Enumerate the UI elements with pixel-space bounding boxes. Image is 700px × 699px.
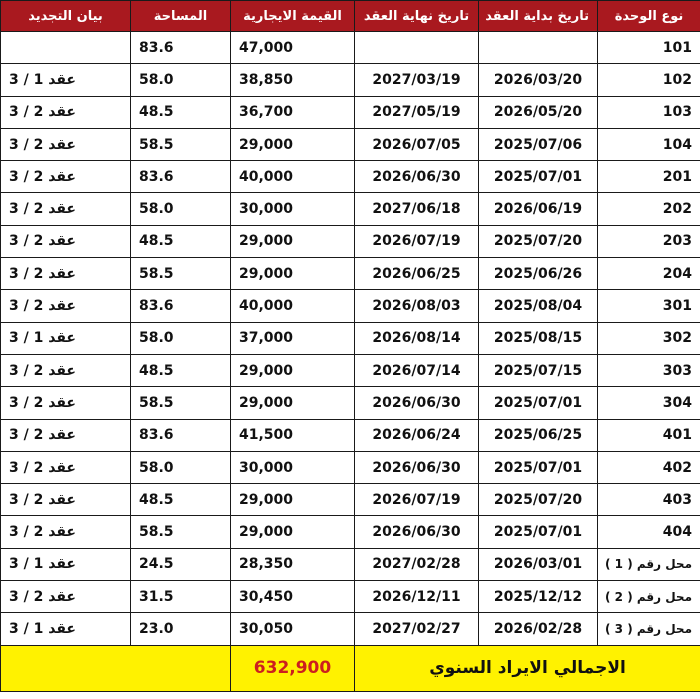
cell-renewal-note: عقد 1 / 3	[1, 548, 131, 580]
cell-start-date: 2025/07/01	[479, 387, 598, 419]
cell-start-date: 2026/03/01	[479, 548, 598, 580]
cell-unit-type: 103	[598, 96, 700, 128]
cell-unit-type: 201	[598, 161, 700, 193]
cell-area: 48.5	[131, 484, 231, 516]
cell-unit-type: 202	[598, 193, 700, 225]
cell-rent-value: 36,700	[231, 96, 355, 128]
cell-unit-type: 403	[598, 484, 700, 516]
cell-rent-value: 30,050	[231, 613, 355, 645]
cell-end-date: 2027/05/19	[355, 96, 479, 128]
cell-unit-type: 104	[598, 128, 700, 160]
cell-renewal-note: عقد 2 / 3	[1, 193, 131, 225]
cell-renewal-note: عقد 2 / 3	[1, 290, 131, 322]
cell-unit-type: 204	[598, 258, 700, 290]
cell-renewal-note: عقد 2 / 3	[1, 128, 131, 160]
cell-end-date: 2026/07/05	[355, 128, 479, 160]
cell-rent-value: 29,000	[231, 516, 355, 548]
cell-end-date: 2026/08/14	[355, 322, 479, 354]
cell-rent-value: 47,000	[231, 32, 355, 64]
cell-unit-type: 203	[598, 225, 700, 257]
cell-start-date	[479, 32, 598, 64]
cell-end-date: 2026/06/25	[355, 258, 479, 290]
total-label: الاجمالي الايراد السنوي	[355, 645, 700, 691]
header-rent-value: القيمة الايجارية	[231, 1, 355, 32]
cell-end-date: 2026/06/30	[355, 516, 479, 548]
total-empty-cell	[1, 645, 231, 691]
cell-renewal-note: عقد 2 / 3	[1, 387, 131, 419]
cell-start-date: 2025/07/20	[479, 484, 598, 516]
table-row	[1, 613, 700, 645]
cell-unit-type: 303	[598, 354, 700, 386]
cell-unit-type: محل رقم ( 2 )	[598, 581, 700, 613]
cell-start-date: 2025/07/15	[479, 354, 598, 386]
cell-unit-type: 301	[598, 290, 700, 322]
cell-start-date: 2025/07/01	[479, 451, 598, 483]
table-row	[1, 96, 700, 128]
cell-start-date: 2025/06/25	[479, 419, 598, 451]
cell-rent-value: 38,850	[231, 64, 355, 96]
table-row	[1, 193, 700, 225]
cell-end-date: 2026/06/24	[355, 419, 479, 451]
cell-renewal-note: عقد 2 / 3	[1, 516, 131, 548]
table-row	[1, 548, 700, 580]
cell-renewal-note: عقد 2 / 3	[1, 225, 131, 257]
table-row	[1, 64, 700, 96]
header-end-date: تاريخ نهاية العقد	[355, 1, 479, 32]
cell-renewal-note: عقد 2 / 3	[1, 484, 131, 516]
cell-area: 58.0	[131, 193, 231, 225]
cell-area: 58.5	[131, 128, 231, 160]
cell-renewal-note: عقد 2 / 3	[1, 419, 131, 451]
header-unit-type: نوع الوحدة	[598, 1, 700, 32]
cell-renewal-note: عقد 1 / 3	[1, 64, 131, 96]
cell-end-date: 2026/06/30	[355, 451, 479, 483]
table-row	[1, 581, 700, 613]
table-row	[1, 419, 700, 451]
cell-renewal-note: عقد 2 / 3	[1, 581, 131, 613]
cell-area: 48.5	[131, 225, 231, 257]
header-start-date: تاريخ بداية العقد	[479, 1, 598, 32]
table-row	[1, 290, 700, 322]
cell-rent-value: 40,000	[231, 290, 355, 322]
cell-end-date: 2026/06/30	[355, 161, 479, 193]
cell-end-date	[355, 32, 479, 64]
cell-area: 24.5	[131, 548, 231, 580]
cell-start-date: 2025/08/04	[479, 290, 598, 322]
table-row	[1, 354, 700, 386]
cell-area: 58.0	[131, 322, 231, 354]
cell-area: 48.5	[131, 96, 231, 128]
cell-area: 58.0	[131, 451, 231, 483]
cell-start-date: 2025/12/12	[479, 581, 598, 613]
cell-renewal-note: عقد 1 / 3	[1, 322, 131, 354]
table-row	[1, 32, 700, 64]
cell-start-date: 2025/07/01	[479, 161, 598, 193]
cell-renewal-note: عقد 2 / 3	[1, 354, 131, 386]
table-row	[1, 322, 700, 354]
cell-area: 31.5	[131, 581, 231, 613]
cell-end-date: 2027/03/19	[355, 64, 479, 96]
table-body	[1, 32, 700, 646]
cell-end-date: 2027/02/28	[355, 548, 479, 580]
cell-unit-type: 102	[598, 64, 700, 96]
cell-unit-type: 402	[598, 451, 700, 483]
table-row	[1, 161, 700, 193]
cell-unit-type: 401	[598, 419, 700, 451]
cell-area: 58.5	[131, 258, 231, 290]
cell-rent-value: 30,000	[231, 193, 355, 225]
table-row	[1, 225, 700, 257]
cell-rent-value: 29,000	[231, 387, 355, 419]
total-value: 632,900	[231, 645, 355, 691]
cell-end-date: 2026/08/03	[355, 290, 479, 322]
header-area: المساحة	[131, 1, 231, 32]
cell-rent-value: 29,000	[231, 354, 355, 386]
cell-end-date: 2026/07/14	[355, 354, 479, 386]
cell-area: 23.0	[131, 613, 231, 645]
table-row	[1, 258, 700, 290]
cell-end-date: 2027/06/18	[355, 193, 479, 225]
cell-rent-value: 37,000	[231, 322, 355, 354]
cell-end-date: 2027/02/27	[355, 613, 479, 645]
cell-rent-value: 30,450	[231, 581, 355, 613]
cell-start-date: 2025/08/15	[479, 322, 598, 354]
cell-renewal-note: عقد 1 / 3	[1, 613, 131, 645]
cell-start-date: 2026/05/20	[479, 96, 598, 128]
cell-start-date: 2025/07/20	[479, 225, 598, 257]
cell-renewal-note: عقد 2 / 3	[1, 96, 131, 128]
table-row	[1, 451, 700, 483]
cell-start-date: 2026/03/20	[479, 64, 598, 96]
cell-start-date: 2025/06/26	[479, 258, 598, 290]
cell-unit-type: 302	[598, 322, 700, 354]
cell-rent-value: 40,000	[231, 161, 355, 193]
cell-rent-value: 28,350	[231, 548, 355, 580]
cell-rent-value: 29,000	[231, 484, 355, 516]
cell-start-date: 2025/07/01	[479, 516, 598, 548]
cell-renewal-note: عقد 2 / 3	[1, 451, 131, 483]
cell-end-date: 2026/06/30	[355, 387, 479, 419]
table-row	[1, 516, 700, 548]
cell-end-date: 2026/07/19	[355, 484, 479, 516]
cell-area: 58.0	[131, 64, 231, 96]
cell-unit-type: 304	[598, 387, 700, 419]
table-row	[1, 128, 700, 160]
cell-end-date: 2026/12/11	[355, 581, 479, 613]
cell-area: 58.5	[131, 516, 231, 548]
cell-area: 58.5	[131, 387, 231, 419]
table-row	[1, 387, 700, 419]
cell-renewal-note: عقد 2 / 3	[1, 258, 131, 290]
cell-rent-value: 29,000	[231, 128, 355, 160]
header-renewal-note: بيان التجديد	[1, 1, 131, 32]
cell-unit-type: محل رقم ( 3 )	[598, 613, 700, 645]
cell-area: 48.5	[131, 354, 231, 386]
cell-renewal-note	[1, 32, 131, 64]
cell-unit-type: 101	[598, 32, 700, 64]
cell-area: 83.6	[131, 290, 231, 322]
cell-rent-value: 41,500	[231, 419, 355, 451]
cell-start-date: 2026/02/28	[479, 613, 598, 645]
cell-area: 83.6	[131, 419, 231, 451]
total-row	[1, 645, 700, 691]
cell-rent-value: 29,000	[231, 225, 355, 257]
cell-area: 83.6	[131, 32, 231, 64]
cell-unit-type: محل رقم ( 1 )	[598, 548, 700, 580]
cell-renewal-note: عقد 2 / 3	[1, 161, 131, 193]
cell-rent-value: 29,000	[231, 258, 355, 290]
cell-area: 83.6	[131, 161, 231, 193]
cell-rent-value: 30,000	[231, 451, 355, 483]
cell-unit-type: 404	[598, 516, 700, 548]
table-row	[1, 484, 700, 516]
header-row	[1, 1, 700, 32]
cell-end-date: 2026/07/19	[355, 225, 479, 257]
cell-start-date: 2026/06/19	[479, 193, 598, 225]
cell-start-date: 2025/07/06	[479, 128, 598, 160]
